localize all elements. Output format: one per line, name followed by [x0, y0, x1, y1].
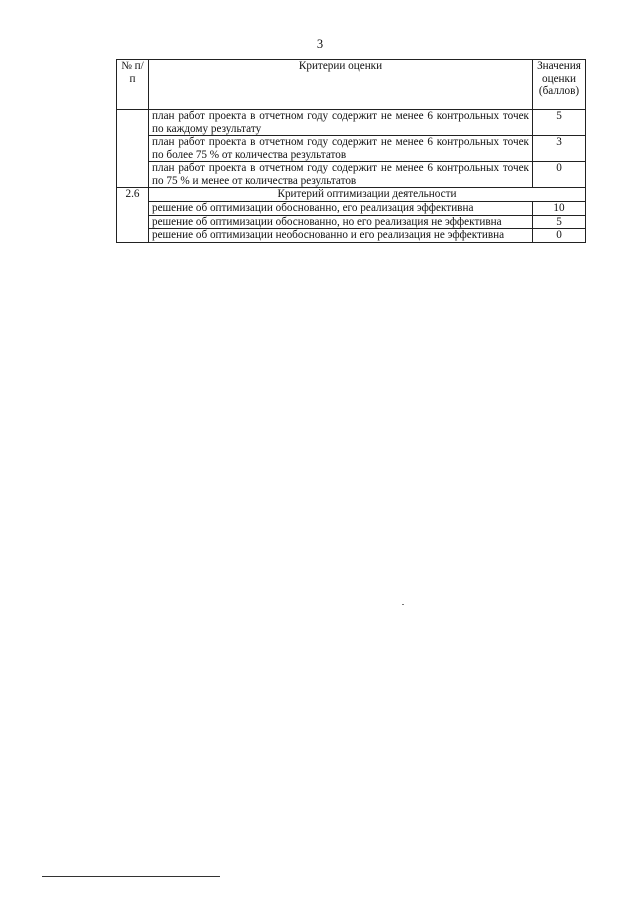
section-title: Критерий оптимизации деятельности: [149, 188, 586, 202]
row-number-cell: [117, 110, 149, 188]
criteria-table: [116, 59, 586, 243]
header-criteria: Критерии оценки: [149, 60, 533, 110]
table-row: [117, 110, 586, 136]
table-row: [117, 201, 586, 215]
criteria-cell: план работ проекта в отчетном году содержит не менее 6 контрольных точек по каждому результату: [149, 110, 533, 136]
scan-speck: [402, 604, 404, 605]
page-number: 3: [316, 37, 324, 51]
table-row: [117, 162, 586, 188]
header-value: Значения оценки (баллов): [533, 60, 586, 110]
footnote-separator: [42, 876, 220, 877]
value-cell: 5: [533, 110, 586, 136]
table-header-row: [117, 60, 586, 110]
criteria-cell: план работ проекта в отчетном году содержит не менее 6 контрольных точек по более 75 % от количества результатов: [149, 136, 533, 162]
value-cell: 5: [533, 215, 586, 229]
table-row: [117, 215, 586, 229]
row-number-cell: 2.6: [117, 188, 149, 243]
header-number: № п/п: [117, 60, 149, 110]
criteria-cell: решение об оптимизации обоснованно, но его реализация не эффективна: [149, 215, 533, 229]
section-row: [117, 188, 586, 202]
value-cell: 10: [533, 201, 586, 215]
value-cell: 3: [533, 136, 586, 162]
criteria-cell: решение об оптимизации необоснованно и его реализация не эффективна: [149, 229, 533, 243]
value-cell: 0: [533, 229, 586, 243]
criteria-cell: план работ проекта в отчетном году содержит не менее 6 контрольных точек по 75 % и менее от количества результатов: [149, 162, 533, 188]
value-cell: 0: [533, 162, 586, 188]
table-row: [117, 136, 586, 162]
table-row: [117, 229, 586, 243]
criteria-cell: решение об оптимизации обоснованно, его реализация эффективна: [149, 201, 533, 215]
